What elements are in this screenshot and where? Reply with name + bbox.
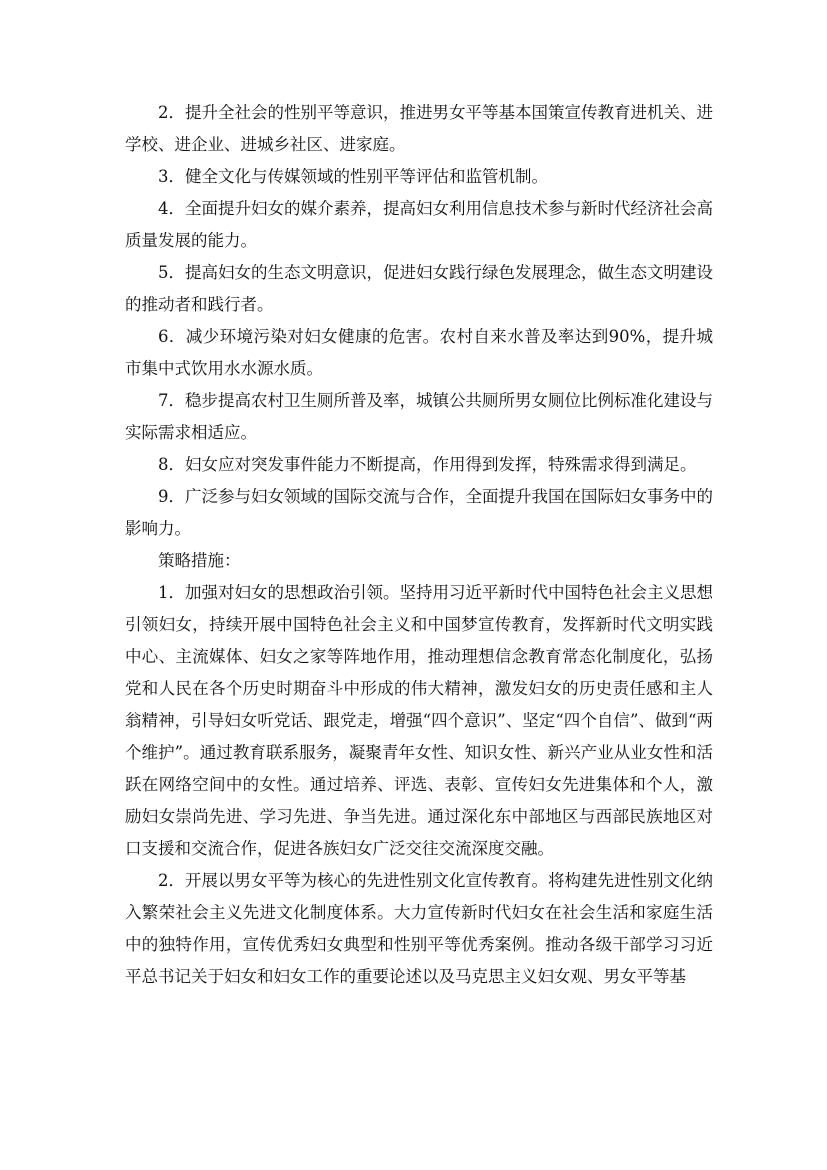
paragraph-measure-1: 1．加强对妇女的思想政治引领。坚持用习近平新时代中国特色社会主义思想引领妇女，持续开展中国特色社会主义和中国梦宣传教育，发挥新时代文明实践中心、主流媒体、妇女之家等阵地作用，推动理想信念教育常态化制度化，弘扬党和人民在各个历史时期奋斗中形成的伟大精神，激发妇女的历史责任感和主人翁精神，引导妇女听党话、跟党走，增强“四个意识”、坚定“四个自信”、做到“两个维护”。通过教育联系服务，凝聚青年女性、知识女性、新兴产业从业女性和活跃在网络空间中的女性。通过培养、评选、表彰、宣传妇女先进集体和个人，激励妇女崇尚先进、学习先进、争当先进。通过深化东中部地区与西部民族地区对口支援和交流合作，促进各族妇女广泛交往交流深度交融。 — [125, 583, 713, 858]
paragraph-goal-2: 2．提升全社会的性别平等意识，推进男女平等基本国策宣传教育进机关、进学校、进企业、进城乡社区、进家庭。 — [125, 103, 713, 154]
paragraph-goal-3: 3．健全文化与传媒领域的性别平等评估和监管机制。 — [158, 167, 548, 186]
paragraph-goal-6: 6．减少环境污染对妇女健康的危害。农村自来水普及率达到90%，提升城市集中式饮用水水源水质。 — [125, 327, 713, 378]
paragraph-goal-4: 4．全面提升妇女的媒介素养，提高妇女利用信息技术参与新时代经济社会高质量发展的能力。 — [125, 199, 713, 250]
paragraph-goal-7: 7．稳步提高农村卫生厕所普及率，城镇公共厕所男女厕位比例标准化建设与实际需求相适应。 — [125, 391, 713, 442]
paragraph-goal-5: 5．提高妇女的生态文明意识，促进妇女践行绿色发展理念，做生态文明建设的推动者和践行者。 — [125, 263, 713, 314]
paragraph-measure-2: 2．开展以男女平等为核心的先进性别文化宣传教育。将构建先进性别文化纳入繁荣社会主义先进文化制度体系。大力宣传新时代妇女在社会生活和家庭生活中的独特作用，宣传优秀妇女典型和性别平等优秀案例。推动各级干部学习习近平总书记关于妇女和妇女工作的重要论述以及马克思主义妇女观、男女平等基 — [125, 871, 713, 986]
paragraph-goal-9: 9．广泛参与妇女领域的国际交流与合作，全面提升我国在国际妇女事务中的影响力。 — [125, 487, 713, 538]
paragraph-goal-8: 8．妇女应对突发事件能力不断提高，作用得到发挥，特殊需求得到满足。 — [158, 455, 697, 474]
section-heading-measures: 策略措施： — [158, 551, 241, 570]
